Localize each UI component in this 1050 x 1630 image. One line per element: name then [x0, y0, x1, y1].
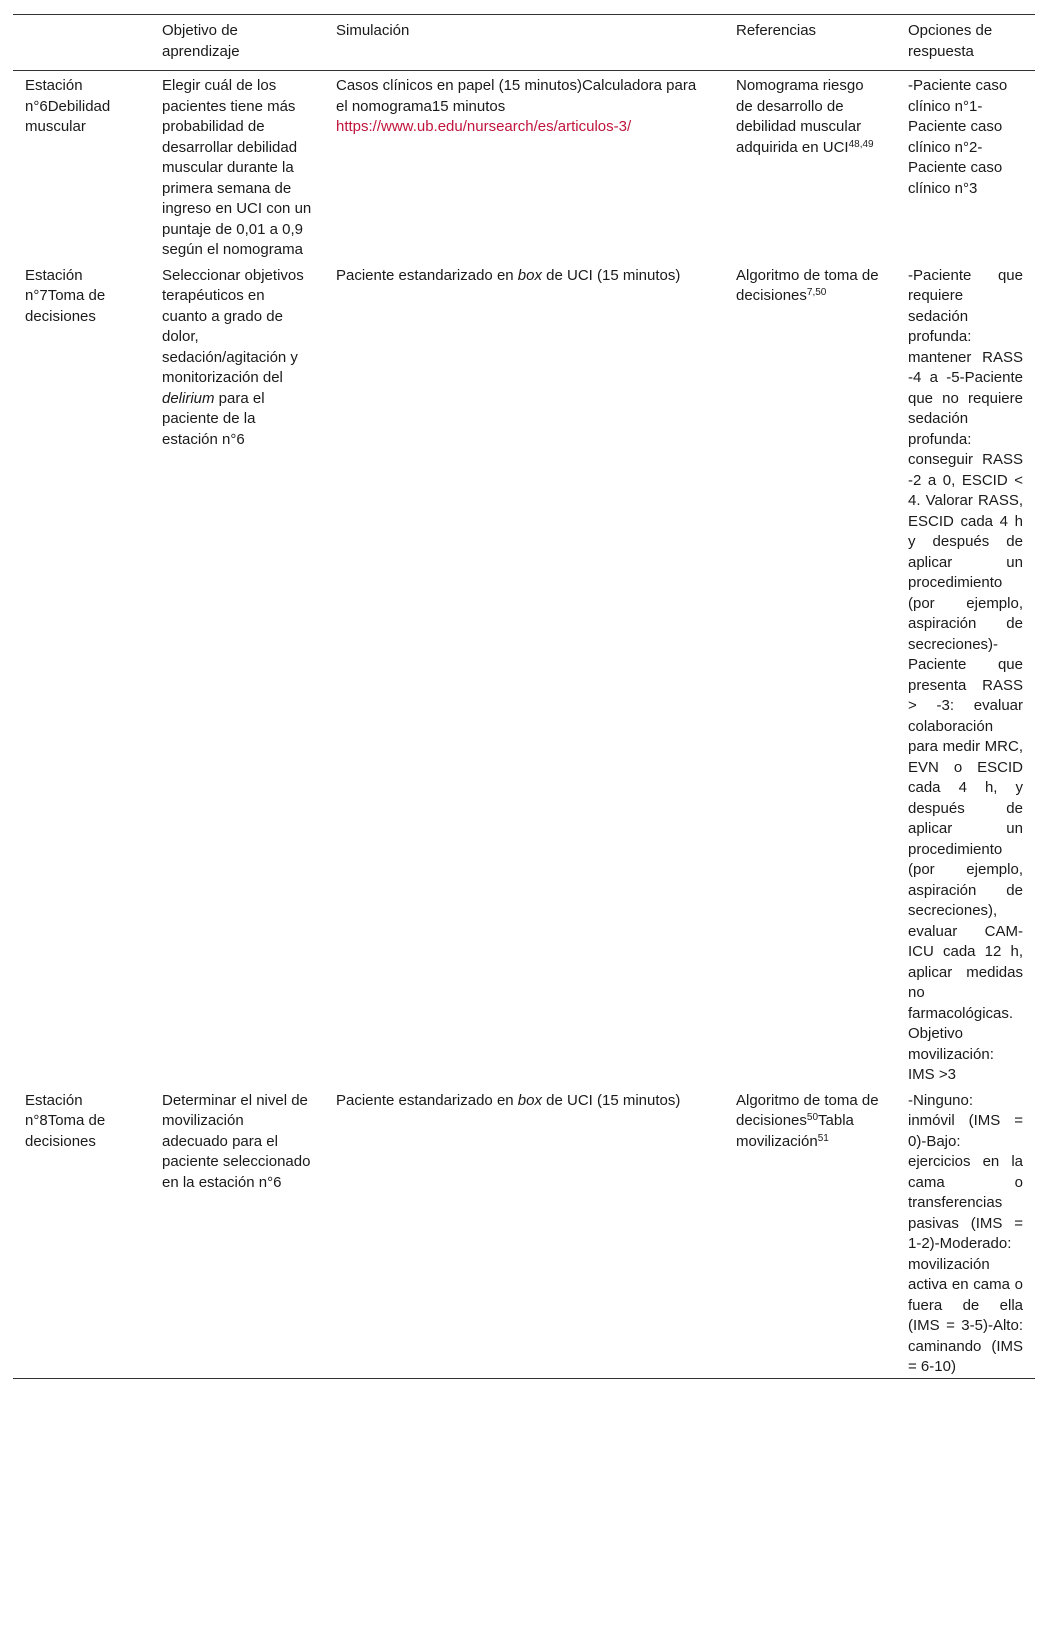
references-text: Algoritmo de toma de decisiones — [736, 266, 879, 304]
station-topic: Toma de decisiones — [25, 1112, 106, 1150]
header-row — [13, 15, 1035, 71]
simulation-cell — [324, 71, 724, 261]
header-objective: Objetivo de aprendizaje — [162, 22, 240, 60]
simulation-cell — [324, 261, 724, 1086]
station-cell — [13, 1086, 150, 1379]
references-cell — [724, 71, 896, 261]
station-topic: Toma de decisiones — [25, 287, 106, 325]
options-cell: -Ninguno: inmóvil (IMS = 0)-Bajo: ejercicios en la cama o transferencias pasivas (IMS = 1-2)-Moderado: movilización activa en cama o fuera de ella (IMS = 3-5)-Alto: caminando (IMS = 6-10) — [908, 1091, 1023, 1375]
stations-table-container — [13, 14, 1035, 1379]
simulation-cell — [324, 1086, 724, 1379]
simulation-emphasis: box — [517, 1091, 542, 1109]
simulation-text-end: de UCI (15 minutos) — [541, 1091, 681, 1109]
objective-emphasis: delirium — [162, 389, 215, 407]
objective-text-end: para el paciente de la estación n°6 — [162, 389, 265, 448]
references-text-2: Tabla movilización — [736, 1112, 854, 1150]
references-citation: 50 — [806, 1112, 819, 1123]
references-cell — [724, 261, 896, 1086]
station-number: Estación n°8 — [25, 1091, 83, 1129]
table-header — [13, 15, 1035, 71]
simulation-text-end: de UCI (15 minutos) — [541, 266, 681, 284]
simulation-text: Paciente estandarizado en — [336, 266, 518, 284]
objective-text: Seleccionar objetivos terapéuticos en cuanto a grado de dolor, sedación/agitación y monitorización del — [162, 266, 304, 386]
station-number: Estación n°6 — [25, 77, 83, 115]
station-cell — [13, 261, 150, 1086]
objective-cell: Elegir cuál de los pacientes tiene más probabilidad de desarrollar debilidad muscular durante la primera semana de ingreso en UCI con un puntaje de 0,01 a 0,9 según el nomograma — [162, 77, 312, 258]
options-cell: -Paciente que requiere sedación profunda: mantener RASS -4 a -5-Paciente que no requiere sedación profunda: conseguir RASS -2 a 0, ESCID < 4. Valorar RASS, ESCID cada 4 h y después de aplicar un procedimiento (por ejemplo, aspiración de secreciones)-Paciente que presenta RASS > -3: evaluar colaboración para medir MRC, EVN o ESCID cada 4 h, y después de aplicar un procedimiento (por ejemplo, aspiración de secreciones), evaluar CAM-ICU cada 12 h, aplicar medidas no farmacológicas. Objetivo movilización: IMS >3 — [908, 266, 1023, 1083]
stations-table — [13, 14, 1035, 1379]
options-cell: -Paciente caso clínico n°1-Paciente caso clínico n°2-Paciente caso clínico n°3 — [908, 77, 1008, 197]
header-station — [13, 15, 150, 71]
references-text: Nomograma riesgo de desarrollo de debilidad muscular adquirida en UCI — [736, 77, 864, 156]
header-references: Referencias — [736, 22, 817, 39]
table-row — [13, 71, 1035, 261]
objective-cell: Determinar el nivel de movilización adecuado para el paciente seleccionado en la estación n°6 — [162, 1091, 311, 1191]
simulation-text: Paciente estandarizado en — [336, 1091, 518, 1109]
station-number: Estación n°7 — [25, 266, 83, 304]
table-body — [13, 71, 1035, 1379]
objective-cell — [150, 261, 324, 1086]
header-simulation: Simulación — [336, 22, 410, 39]
table-row — [13, 261, 1035, 1086]
table-row — [13, 1086, 1035, 1379]
references-text: Algoritmo de toma de decisiones — [736, 1091, 879, 1129]
simulation-emphasis: box — [517, 266, 542, 284]
nomogram-link[interactable]: https://www.ub.edu/nursearch/es/articulos-3/ — [336, 118, 632, 135]
simulation-text: Casos clínicos en papel (15 minutos)Calculadora para el nomograma15 minutos — [336, 77, 697, 115]
references-cell — [724, 1086, 896, 1379]
references-citation-2: 51 — [817, 1132, 829, 1144]
station-topic: Debilidad muscular — [25, 97, 111, 135]
header-options: Opciones de respuesta — [908, 22, 993, 60]
references-citation: 7,50 — [806, 287, 827, 298]
station-cell — [13, 71, 150, 261]
references-citation: 48,49 — [848, 138, 874, 150]
